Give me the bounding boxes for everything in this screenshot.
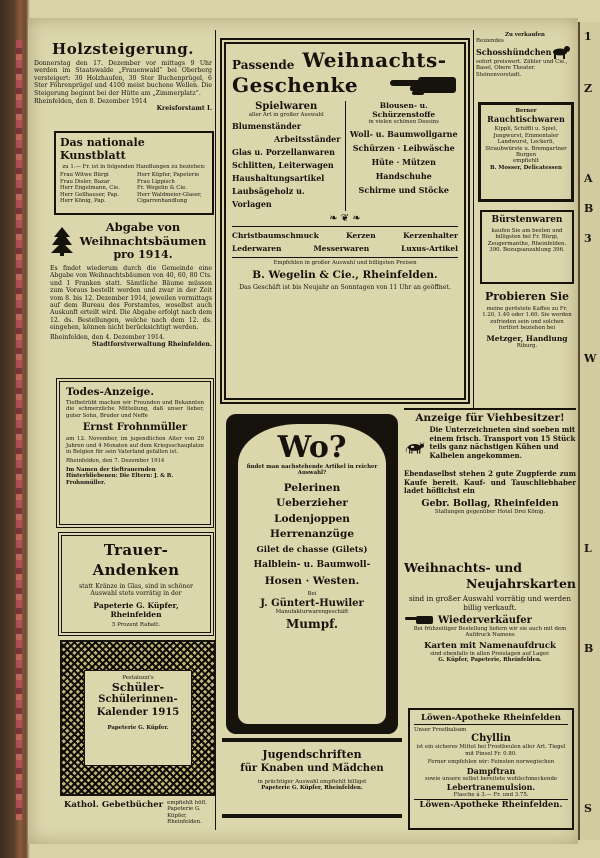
todes-title: Todes-Anzeige.: [66, 386, 154, 398]
wegelin-firm: B. Wegelin & Cie., Rheinfelden.: [252, 268, 438, 281]
schueler-shop: Papeterie G. Küpfer.: [107, 725, 169, 732]
christmas-tree-icon: [50, 226, 74, 256]
schueler-line3: Schülerinnen-: [98, 694, 178, 706]
schosshund-text: sofort preiswert. Zähler und Cie., Basel, Obere Theater. Steinenvorstadt.: [476, 58, 568, 78]
item: Pelerinen: [283, 481, 341, 494]
rauch-head: Berner: [515, 108, 537, 114]
seller: Herr König, Pap.: [60, 198, 106, 205]
jugend-title1: Jugendschriften: [262, 748, 362, 761]
blousen-head: Blousen- u. Schürzenstoffe: [372, 101, 436, 119]
seller: Herr Küpfer, Papeterie: [137, 172, 200, 179]
baeume-ad: [50, 220, 212, 348]
apotheke-desc1: ist ein sicheres Mittel bei Frostbeulen aller Art. Tiegel mit Pinsel Fr. 0.80.: [416, 744, 566, 757]
apotheke-prices: Flasche à 3.— Fr. und 3.75.: [453, 792, 529, 799]
todes-text-top: Tiefbetrübt machen wir Freunden und Bekannten die schmerzliche Mitteilung, daß unser lieber, guter Sohn, Bruder und Neffe: [66, 400, 204, 419]
schueler-ad: [60, 640, 216, 796]
vieh-firm: Gebr. Bollag, Rheinfelden: [421, 497, 559, 509]
item: Christbaumschmuck: [232, 231, 319, 241]
item: Glas u. Porzellanwaren: [232, 147, 335, 158]
wo-question: findet man nachstehende Artikel in reicher Auswahl?: [246, 464, 378, 477]
ornament: ❧ ❦ ❧: [329, 213, 361, 225]
item: Handschuhe: [375, 171, 432, 182]
dog-icon: [551, 45, 571, 59]
side-letter: L: [584, 542, 592, 555]
holz-date: Rheinfelden, den 8. Dezember 1914: [34, 98, 147, 106]
schosshund-sub: Reizendes: [476, 38, 504, 45]
seller: Herr Engelmann, Cie.: [60, 185, 120, 192]
next-page-edge: [578, 22, 600, 840]
rauch-ad: [478, 102, 574, 202]
seller: Frau Lippisch: [137, 178, 175, 185]
rauch-firm: B. Mosser, Delicatessen: [490, 164, 562, 171]
jugend-title2: für Knaben und Mädchen: [240, 763, 384, 774]
probieren-title: Probieren Sie: [484, 290, 569, 303]
apotheke-product1: Chyllin: [471, 733, 511, 745]
holz-title: Holzsteigerung.: [52, 40, 194, 58]
wegelin-sunday: Das Geschäft ist bis Neujahr an Sonntagen von 11 Uhr an geöffnet.: [239, 283, 451, 291]
jugend-text: in prächtiger Auswahl empfiehlt billigst: [257, 779, 367, 785]
side-letter: 3: [584, 232, 592, 245]
item: Herrenanzüge: [269, 528, 355, 541]
vieh-stall: Stallungen gegenüber Hotel Drei König.: [434, 508, 546, 515]
probieren-town: Riburg.: [516, 342, 538, 349]
side-letter: S: [584, 802, 592, 815]
rauch-text: Kippli, Schiffli u. Spiel, Jungwurst, Emmentaler Landwurst, Leckerli, Straubwürste u. Bremgartner Burgen: [485, 126, 567, 159]
baeume-signer: Stadtforstverwaltung Rheinfelden.: [91, 341, 212, 349]
karten-wieder: Wiederverkäufer: [438, 614, 532, 626]
apotheke-footer: Löwen-Apotheke Rheinfelden.: [414, 799, 568, 810]
jugend-shop: Papeterie G. Küpfer, Rheinfelden.: [261, 785, 363, 792]
trauer-shop: Papeterie G. Küpfer, Rheinfelden: [93, 600, 179, 619]
newspaper-page: [28, 18, 578, 844]
karten-namen-text: sind ebenfalls in allen Preislagen auf Lager.: [430, 650, 550, 657]
pointing-hand-icon: [404, 614, 434, 626]
wegelin-prefix: Passende: [232, 58, 295, 72]
wo-sub: Manufakturwarengeschäft: [275, 608, 349, 615]
blousen-sub: in vielen schönen Dessins: [368, 119, 439, 125]
schosshund-ad: [476, 32, 574, 78]
item: Haushaltungsartikel: [232, 173, 325, 184]
vieh-title: Anzeige für Viehbesitzer!: [415, 412, 565, 424]
kunstblatt-ad: [54, 131, 214, 215]
karten-title2: Neujahrskarten: [466, 576, 576, 591]
schueler-line4: Kalender 1915: [96, 707, 180, 719]
seller: Herr Waldmeier-Glaser, Cigarrenhandlung: [137, 191, 202, 205]
baeume-date: Rheinfelden, den 4. Dezember 1914.: [50, 333, 165, 341]
schueler-line1: Pestalozzi's: [122, 675, 154, 681]
trauer-text: statt Kränze in Glas, sind in schöner Auswahl stets vorrätig in der: [78, 583, 194, 598]
wo-bei: Bei: [307, 591, 317, 598]
apotheke-ad: [408, 708, 574, 830]
vieh-text1: Die Unterzeichneten sind soeben mit einem frisch. Transport von 15 Stück teils ganz nächstigen Kühen und Kalbelen angekommen.: [429, 425, 576, 460]
rauch-cta: empfiehlt: [513, 158, 539, 165]
seller: Frau Witwe Bürgi: [60, 172, 109, 179]
todes-mourners: Im Namen der tieftrauernden Hinterbliebenen: Die Eltern: J. & B. Frohnmüller.: [66, 466, 174, 486]
schosshund-title: Schosshündchen: [476, 46, 552, 57]
spine-decoration: [16, 40, 22, 820]
cow-icon: [404, 426, 427, 470]
schueler-panel: [84, 670, 192, 766]
holz-signer: Kreisforstamt I.: [156, 105, 212, 113]
karten-title1: Weihnachts- und: [404, 560, 522, 575]
seller: Fr. Wegelin & Cie.: [137, 185, 187, 192]
wegelin-title2: Geschenke: [232, 73, 359, 97]
item: Gilet de chasse (Gilets): [256, 544, 368, 555]
karten-text: sind in großer Auswahl vorrätig und werden billig verkauft.: [408, 594, 572, 612]
item: Messerwaren: [313, 244, 370, 254]
trauer-title: Trauer-Andenken: [92, 541, 180, 579]
item: Schirme und Stöcke: [358, 185, 449, 196]
apotheke-desc2: sowie unsere selbst bereitete wohlschmeckende: [424, 775, 558, 782]
spielwaren-sub: aller Art in großer Auswahl: [248, 112, 324, 118]
seller: Herr Gellhauser, Pap.: [60, 191, 119, 198]
item: Woll- u. Baumwollgarne: [349, 129, 458, 140]
item: Halblein- u. Baumwoll-: [253, 560, 371, 571]
karten-namen: Karten mit Namenaufdruck: [424, 640, 556, 651]
item: Luxus-Artikel: [401, 244, 458, 254]
item: Lederwaren: [232, 244, 282, 254]
item: Ueberzieher: [276, 497, 348, 510]
side-letter: Z: [584, 82, 593, 95]
todes-ad: [56, 378, 214, 528]
side-letter: B: [584, 202, 594, 215]
apotheke-title: Löwen-Apotheke Rheinfelden: [414, 713, 568, 725]
spielwaren-head: Spielwaren: [255, 101, 318, 112]
schueler-line2: Schüler-: [111, 681, 165, 695]
item: Kerzen: [346, 231, 376, 241]
trauer-ad: [58, 532, 214, 636]
deceased-name: Ernst Frohnmüller: [82, 422, 188, 434]
item: Lodenjoppen: [274, 512, 350, 525]
wegelin-title1: Weihnachts-: [302, 48, 447, 72]
side-letter: B: [584, 642, 594, 655]
gebet-ad: [64, 800, 214, 826]
todes-text-bottom: am 12. November, im jugendlichen Alter von 20 Jahren und 4 Monaten auf dem Kriegsschauplatze in Belgien für sein Vaterland gefallen ist.: [66, 436, 204, 456]
wegelin-recommend: Empfehlen in großer Auswahl und billigsten Preisen: [273, 260, 417, 267]
wo-panel: [238, 424, 386, 724]
probieren-text: meine geröstete Kaffee zu Fr. 1.20, 1.40 oder 1.60. Sie werden zufrieden sein und solchen fortfort beziehen bei: [482, 306, 572, 332]
apotheke-line1: Unser Frostbalsam: [414, 727, 467, 733]
item: Blumenständer: [232, 121, 302, 132]
baeume-year: pro 1914.: [113, 248, 173, 261]
apotheke-line2: Ferner empfehlen wir: Feinsten norwegischen: [427, 759, 555, 766]
jugend-ad: [222, 738, 402, 818]
pointing-hand-icon: [388, 72, 458, 98]
kunstblatt-title: Das nationale Kunstblatt: [60, 136, 145, 162]
holz-text: Donnerstag den 17. Dezember vor mittags 9 Uhr werden im Staatswalde „Frauenwald“ bei Oberberg versteigert: 30 Holzhaufen, 30 Ster Buchenprügel, 6 Ster Föhrenprügel und 4100 meist buchene Wellen. Die Steigerung beginnt bei der Hütte am „Zimmerplatz“.: [34, 60, 212, 97]
gebet-title: Kathol. Gebetbücher: [64, 800, 164, 810]
page-number: 1: [584, 30, 592, 43]
wo-firm: J. Güntert-Huwiler: [260, 597, 364, 609]
wegelin-ad: [220, 38, 470, 404]
seller: Frau Disler, Bazar: [60, 178, 110, 185]
buersten-title: Bürstenwaren: [491, 215, 563, 225]
karten-ad: [404, 560, 576, 664]
apotheke-product2: Dampftran: [466, 765, 516, 776]
item: Schlitten, Leiterwagen: [232, 160, 334, 171]
item: Hosen · Westen.: [264, 574, 360, 587]
buersten-text: kaufen Sie am besten und billigsten bei Fr. Bürgi, Zeugermanthe, Rheinfelden. 390. Bezugsanzahlung 396.: [487, 228, 567, 254]
baeume-text: Es findet wiederum durch die Gemeinde eine Abgabe von Weihnachtsbäumen von 40, 60, 80 Cts. und 1 Franken statt. Sämtliche Bäume müssen zum Voraus bestellt werden und zwar in der Zeit vom 8. bis 12. Dezember 1914, jeweilen vormittags auf dem Bureau des Forstamtes, woselbst auch Auskunft erteilt wird. Die Abgabe erfolgt nach dem 12. ds. Bestellungen, welche nach dem 12. ds. eingehen, können nicht berücksichtigt werden.: [50, 265, 212, 332]
apotheke-product3: Lebertranemulsion.: [446, 782, 536, 793]
item: Laubsägeholz u. Vorlagen: [232, 186, 305, 210]
item: Arbeitsständer: [274, 134, 341, 145]
wo-town: Mumpf.: [285, 617, 338, 632]
item: Hüte · Mützen: [371, 157, 436, 168]
karten-wieder-text: Bei frühzeitiger Bestellung liefern wir sie auch mit dem Aufdruck Namens: [413, 626, 567, 639]
todes-date: Rheinfelden, den 7. Dezember 1914: [66, 458, 165, 465]
kunstblatt-price: zu 1.— Fr. ist in folgenden Handlungen zu beziehen:: [62, 164, 206, 170]
baeume-title: Abgabe von Weihnachtsbäumen: [79, 220, 207, 248]
buersten-ad: [480, 210, 574, 284]
column-rule: [473, 30, 474, 410]
rauch-title: Rauchtischwaren: [487, 114, 565, 125]
probieren-firm: Metzger, Handlung: [486, 333, 568, 343]
vieh-ad: [404, 408, 576, 515]
side-letter: W: [584, 352, 597, 365]
karten-shop: G. Küpfer, Papeterie, Rheinfelden.: [438, 657, 542, 664]
wo-title: Wo?: [277, 430, 347, 465]
holz-ad: [34, 40, 212, 113]
schosshund-head: Zu verkaufen: [505, 32, 545, 38]
item: Kerzenhalter: [403, 231, 458, 241]
gebet-text: empfiehlt höfl. Papeterie G. Küpfer, Rheinfelden.: [167, 800, 207, 826]
side-letter: A: [584, 172, 593, 185]
wo-ad: [226, 414, 398, 734]
item: Schürzen · Leibwäsche: [352, 143, 455, 154]
vieh-text2: Ebendaselbst stehen 2 gute Zugpferde zum Kaufe bereit. Kauf- und Tauschliebhaber ladet höflichst ein: [404, 469, 576, 496]
trauer-discount: 5 Prozent Rabatt.: [111, 621, 161, 628]
probieren-ad: [480, 290, 574, 349]
